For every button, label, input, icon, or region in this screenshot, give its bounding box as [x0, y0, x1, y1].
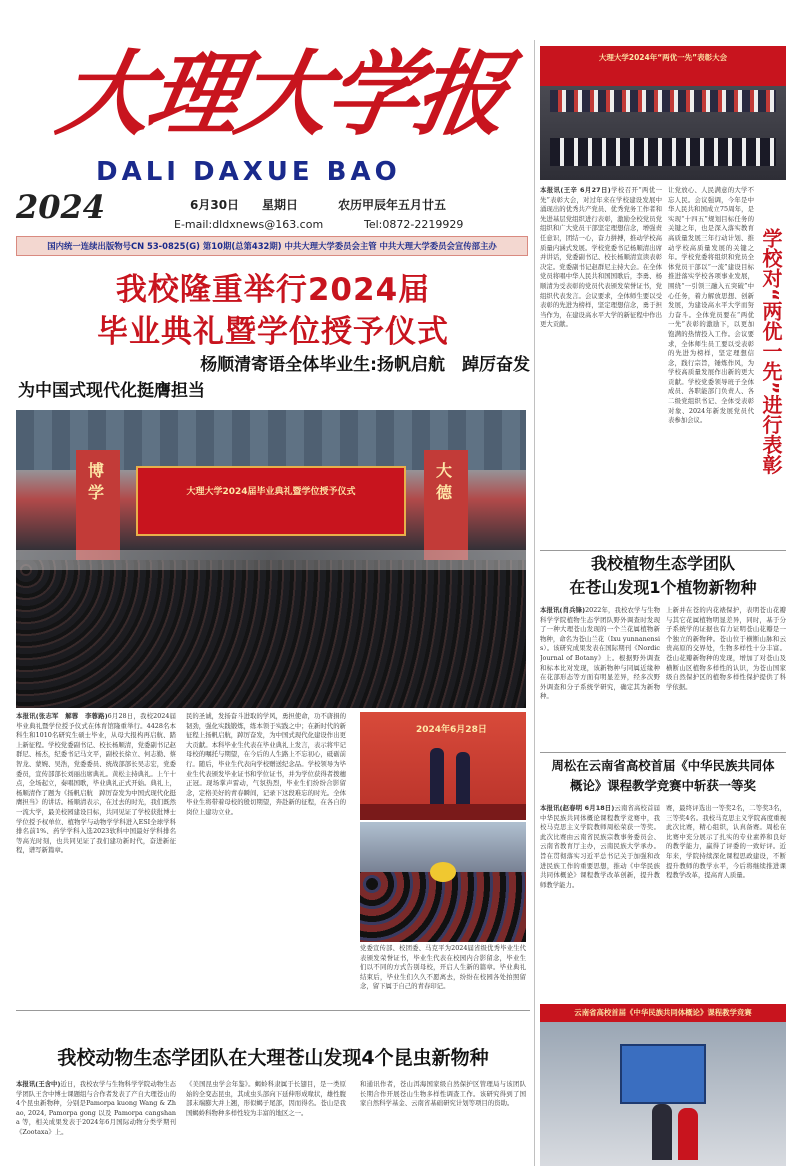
teaching-col1-text: 云南省高校首届中华民族共同体概论课程教学竞赛中，我校马克思主义学院教师周松荣获一等奖。此次比赛由云南省民族宗教事务委员会、云南省教育厅主办，云南民族大学承办。旨在贯彻落实习近平总书记关于加强和改进民族工作的重要思想，推动《中华民族共同体概论》课程教学改革创新，提升教师教学能力。 [540, 804, 660, 889]
lead-text-col2 [186, 712, 346, 1012]
masthead-pinyin: DALI DAXUE BAO [96, 157, 401, 187]
photo-right-banner: 大德 [436, 461, 453, 502]
insect-col2-text: 《美国昆虫学会年鉴》。蝎蛉科隶属于长翅目，是一类原始的全变态昆虫，其成虫头部向下延伸形成喙状，雄性腹部末端膨大并上翘，形似蝎子尾部，因而得名。苍山是我国蝎蛉科物种多样性较为丰富的地区之一。 [186, 1080, 346, 1117]
ceremony-banner: 大理大学2024届毕业典礼暨学位授予仪式 [186, 487, 356, 497]
lunar-date: 农历甲辰年五月廿五 [338, 198, 447, 212]
issue-weekday: 星期日 [262, 198, 299, 212]
lead-subheadline-1: 杨顺清寄语全体毕业生:扬帆启航 踔厉奋发 [200, 355, 530, 375]
teaching-photo-banner: 云南省高校首届《中华民族共同体概论》课程教学竞赛 [574, 1008, 752, 1017]
masthead [0, 0, 535, 268]
plant-headline-1: 我校植物生态学团队 [590, 554, 735, 573]
inset-photo-date: 2024年6月28日 [416, 725, 487, 735]
plant-text-col2 [666, 606, 786, 746]
teaching-headline-2: 概论》课程教学竞赛中斩获一等奖 [570, 778, 756, 793]
insect-text-col3 [360, 1080, 526, 1168]
contact-email: E-mail:dldxnews@163.com [174, 218, 324, 231]
masthead-title: 大理大学报 [50, 40, 515, 148]
lead-headline-2: 毕业典礼暨学位授予仪式 [97, 314, 449, 350]
issue-date: 6月30日 [190, 198, 240, 212]
plant-byline: 本报讯(肖兵锋) [540, 606, 586, 614]
plant-text-col1 [540, 606, 660, 746]
ceremony-photo [16, 410, 526, 708]
masthead-year: 2024 [16, 188, 106, 226]
inset-photo-podium [360, 712, 526, 820]
teaching-col2-text: 赛，最终评选出一等奖2名，二等奖3名，三等奖4名。我校马克思主义学院高度重视此次比赛，精心组织，认真备赛。周松在比赛中充分展示了扎实的专业素养和良好的教学能力，赢得了评委的一致好评。近年来，学院持续深化课程思政建设，不断提升教师的教学水平，今后将继续推进课程教学改革，提高育人质量。 [666, 804, 786, 880]
teaching-competition-photo [540, 1004, 786, 1166]
teaching-story-rule [540, 752, 786, 753]
photo-left-banner: 博学 [88, 461, 105, 502]
column-divider [534, 40, 535, 1166]
award-col2-text: 让党放心、人民满意的大学不忘人民。会议强调，今年是中华人民共和国成立75周年，是实现“十四五”规划目标任务的关键之年，也是深入落实教育高质量发展三年行动计划、推动学校高质量发展的关键之年。学校党委将组织和党员全体党员干部以“一流”建设目标推进落实学校各项事业发展，围绕“一引领三融入五突破”中心任务，着力解放思想、创新发展，为建设高水平大学而努力奋斗。全体党员要在“两优一先”表彰的激励下，以更加饱满的热情投入工作。会议要求，全体师生员工要以受表彰的先进为榜样，坚定理想信念，践行宗旨，锤炼作风，为学校高质量发展作出新的更大贡献。学校党委领导班子全体成员、各职能部门负责人、各二级党组织书记、全体受表彰对象、2024年新发展党员代表参加会议。 [668, 186, 754, 425]
lead-text-col3-bottom [360, 944, 526, 1012]
insect-text-col1 [16, 1080, 176, 1168]
lead-col2-text: 民的圣诚，发扬奋斗进取的学风，勇担使命，功不唐捐的韧劲，强化实践锻炼，练本领于实践之中；在新时代的新征程上扬帆启航，踔厉奋发，为中国式现代化建设作出更大贡献。本科毕业生代表在毕业典礼上发言，表示将牢记母校的嘱托与期望，在今后的人生路上不忘初心，砥砺前行。随后，毕业生代表向学校赠送纪念品。学校领导为毕业生代表颁发毕业证书和学位证书，并为学位获得者拨穗正冠。现场掌声雷动，气氛热烈，毕业生们纷纷合影留念，定格美好的青春瞬间，记录下这段难忘的时光。全体毕业生将带着母校的殷切期望，奔赴新的征程，在各自的岗位上建功立业。 [186, 712, 346, 816]
publication-line: 国内统一连续出版物号CN 53-0825(G) 第10期(总第432期) 中共大理大学委员会主管 中共大理大学委员会宣传部主办 [47, 241, 497, 251]
award-ceremony-photo [540, 46, 786, 180]
insect-col1-text: 近日，我校农学与生物科学学院动物生态学团队王含中博士课题组与合作者发表了产自大理苍山的4个昆虫新物种，分别是Pamorpa kuong Wang & Zhao, 2024, Pamorpa gong 以及 Pamorpa cangshana 等，相关成果发表于2024年6月国际动物分类学期刊《Zootaxa》上。 [16, 1080, 176, 1136]
insect-text-col2 [186, 1080, 346, 1168]
plant-headline-2: 在苍山发现1个植物新物种 [569, 578, 757, 597]
award-text-col2 [668, 186, 754, 558]
lead-text-col1 [16, 712, 176, 1012]
award-byline: 本报讯(王辛 6月27日) [540, 186, 611, 194]
award-photo-banner: 大理大学2024年“两优一先”表彰大会 [598, 53, 728, 62]
insect-col3-text: 和通讯作者，苍山洱海国家级自然保护区管理局与该团队长期合作开展苍山生物多样性调查工作。该研究得到了国家自然科学基金、云南省基础研究计划等项目的资助。 [360, 1080, 526, 1108]
award-text-col1 [540, 186, 662, 558]
lead-byline: 本报讯(张志军 解蓉 李蓉路) [16, 712, 108, 720]
insect-story-rule [16, 1010, 530, 1011]
inset-photo-graduates [360, 822, 526, 942]
insect-byline: 本报讯(王含中) [16, 1080, 61, 1088]
award-vertical-title: 学校对“两优一先”进行表彰 [759, 228, 783, 475]
teaching-byline: 本报讯(赵春明 6月18日) [540, 804, 615, 812]
contact-tel: Tel:0872-2219929 [364, 218, 464, 231]
teaching-headline-1: 周松在云南省高校首届《中华民族共同体 [551, 758, 775, 773]
insect-headline: 我校动物生态学团队在大理苍山发现4个昆虫新物种 [57, 1047, 489, 1069]
lead-col3-bottom-text: 党委宣传部、校团委、马克平为2024届省级优秀毕业生代表颁发荣誉证书，毕业生代表在校园内合影留念，毕业生们以不同的方式告别母校，开启人生新的篇章。毕业典礼结束后，毕业生们久久不愿离去，纷纷在校园各处拍照留念，留下属于自己的青春印记。 [360, 944, 526, 991]
plant-col1-text: 2022年，我校农学与生物科学学院植物生态学团队野外调查时发现了一种大理苍山发现的一个兰花属植物新物种，命名为苍山兰花（Ixu yunnanensis）。该研究成果发表在国际期刊《Nordic Journal of Botany》上。根据野外调查和标本比对发现，该新物种与同属近缘种在花部形态等方面有明显差异，经多次野外调查和分子系统学研究，确定其为新物种。 [540, 606, 660, 701]
plant-col2-text: 上新并在苍的内花裱保护，表明苍山花瓣与其它花属植物明显差异，同时，基于分子系统学的证据也有力证明苍山花瓣是一个独立的新物种。苍山位于横断山脉和云贵高原的交界处，生物多样性十分丰富。苍山花瓣新物种的发现，增加了对苍山及横断山区植物多样性的认识，为苍山国家级自然保护区的植物多样性保护提供了科学依据。 [666, 606, 786, 691]
lead-col1-text: 6月28日，我校2024届毕业典礼暨学位授予仪式在体育馆隆重举行。4428名本科生和1010名研究生硕士毕业，从母大报构再启航、踏上新征程。学校党委副书记、校长杨顺清，党委副书记赵群尼、杨杰，纪委书记马文平，副校长徐立、何志勤、蔡智龙、蒙婉、吴浩，党委委员、统战部部长吴志宏，党委委员，宣传部部长刘丽出席典礼。黄松主持典礼。上午十点，全场起立，奏唱国歌，毕业典礼正式开始。典礼上，杨顺清作了题为《扬帆启航 踔厉奋发为中国式现代化挺膺担当》的讲话。杨顺清表示，在过去的时光，我们既然一流大学，最美校园建设目标，共同见证了学校获批博士学位授予权单位、植物学与动物学学科进入ESI全球学科排名前1%、药学学科入选2023软科中国最好学科排名等高光时刻，也共同见证了我们建功新时代，奋进新征程，谱写新篇章。 [16, 712, 176, 855]
plant-story-rule [540, 550, 786, 551]
publication-bar [16, 236, 528, 256]
lead-subheadline-2: 为中国式现代化挺膺担当 [18, 381, 205, 401]
award-col1-text: 学校召开“两优一先”表彰大会，对过年来在学校建设发展中涌现出的优秀共产党员、优秀党务工作者和先进基层党组织进行表彰，激励全校党员党组织和广大党员干部坚定理想信念，增强责任意识，团结一心，奋力拼搏，推动学校高质量内涵式发展。学校党委书记杨顺清出席并讲话，党委副书记、校长杨顺清宣读表彰决定。党委副书记赵群尼主持大会。在全体党员将唱中华人民共和国国歌后，李勇、杨顺清为受表彰的党员代表颁发荣誉证书，党组织代表发言。会议要求，全体师生要以受表彰的先进为榜样，坚定理想信念，勇于担当作为，在建设高水平大学的新征程中作出更大贡献。 [540, 186, 662, 329]
teaching-text-col2 [666, 804, 786, 1002]
lead-headline-1: 我校隆重举行2024届 [115, 272, 431, 308]
teaching-text-col1 [540, 804, 660, 1002]
